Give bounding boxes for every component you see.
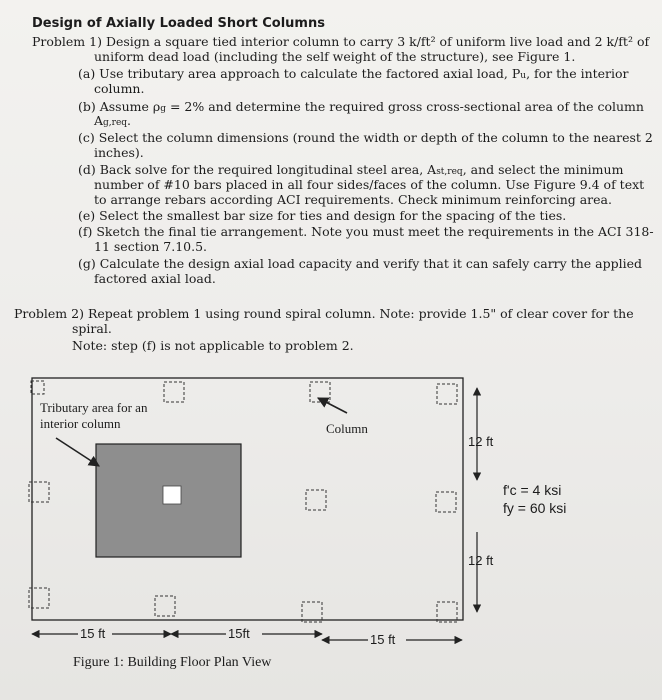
problem1-step-d-line2: number of #10 bars placed in all four sides/faces of the column. Use Figure 9.4 of text (94, 177, 645, 192)
tributary-label-line2: interior column (40, 416, 121, 431)
figure-caption: Figure 1: Building Floor Plan View (73, 655, 272, 670)
problem1-step-c: (c) Select the column dimensions (round the width or depth of the column to the nearest 2 (78, 130, 653, 145)
column-r1-c2 (164, 382, 184, 402)
column-r3-c2 (155, 596, 175, 616)
step-d-text: (d) Back solve for the required longitudinal steel area, A (78, 162, 437, 177)
page-title: Design of Axially Loaded Short Columns (32, 16, 325, 31)
dim-h3-label: 15 ft (370, 632, 396, 647)
tributary-leader-arrow (56, 438, 99, 466)
step-b-area-subscript: g,req (103, 118, 128, 128)
dim-vertical-top-label: 12 ft (468, 434, 494, 449)
step-b-subscript: g (160, 104, 166, 114)
step-d-subscript: st,req (436, 167, 463, 177)
problem1-step-e: (e) Select the smallest bar size for ties and design for the spacing of the ties. (78, 208, 567, 223)
problem2-note: Note: step (f) is not applicable to problem 2. (72, 338, 354, 353)
problem1-step-c-line2: inches). (94, 145, 144, 160)
step-b-area-end: . (127, 113, 132, 128)
dim-vertical-bottom-label: 12 ft (468, 553, 494, 568)
column-r2-c4 (436, 492, 456, 512)
dim-h1-label: 15 ft (80, 626, 106, 641)
problem2-line2: spiral. (72, 321, 112, 336)
problem2-line1: Problem 2) Repeat problem 1 using round spiral column. Note: provide 1.5" of clear cover for the (14, 306, 634, 321)
column-leader-arrow (318, 398, 347, 413)
problem1-step-d-line3: to arrange rebars according ACI requirements. Check minimum reinforcing area. (94, 192, 612, 207)
problem1-step-f: (f) Sketch the final tie arrangement. Note you must meet the requirements in the ACI 318- (78, 224, 654, 239)
concrete-strength-label: f'c = 4 ksi (503, 482, 562, 498)
problem1-step-f-line2: 11 section 7.10.5. (94, 239, 207, 254)
column-label: Column (326, 421, 368, 436)
step-a-text: (a) Use tributary area approach to calculate the factored axial load, P (78, 66, 521, 81)
step-d-text-end: , and select the minimum (462, 162, 624, 177)
steel-yield-label: fy = 60 ksi (503, 500, 567, 516)
column-r1-c1 (31, 381, 44, 394)
problem1-step-g: (g) Calculate the design axial load capacity and verify that it can safely carry the applied (78, 256, 642, 271)
problem1-line2: uniform dead load (including the self weight of the structure), see Figure 1. (94, 49, 576, 64)
column-r2-c3 (306, 490, 326, 510)
step-a-subscript: u (520, 71, 527, 81)
dim-h2-label: 15ft (228, 626, 250, 641)
problem1-line1: Problem 1) Design a square tied interior column to carry 3 k/ft² of uniform live load and 2 k/ft² of (32, 34, 650, 49)
problem1-step-g-line2: factored axial load. (94, 271, 216, 286)
column-r3-c4 (437, 602, 457, 622)
step-a-text-end: , for the interior (526, 66, 629, 81)
interior-column (163, 486, 181, 504)
step-b-area: A (94, 113, 104, 128)
step-b-text: (b) Assume ρ (78, 99, 161, 114)
tributary-label-line1: Tributary area for an (40, 400, 148, 415)
step-b-text-end: = 2% and determine the required gross cross-sectional area of the column (165, 99, 644, 114)
column-r1-c4 (437, 384, 457, 404)
problem1-step-a-line2: column. (94, 81, 145, 96)
column-r3-c3 (302, 602, 322, 622)
